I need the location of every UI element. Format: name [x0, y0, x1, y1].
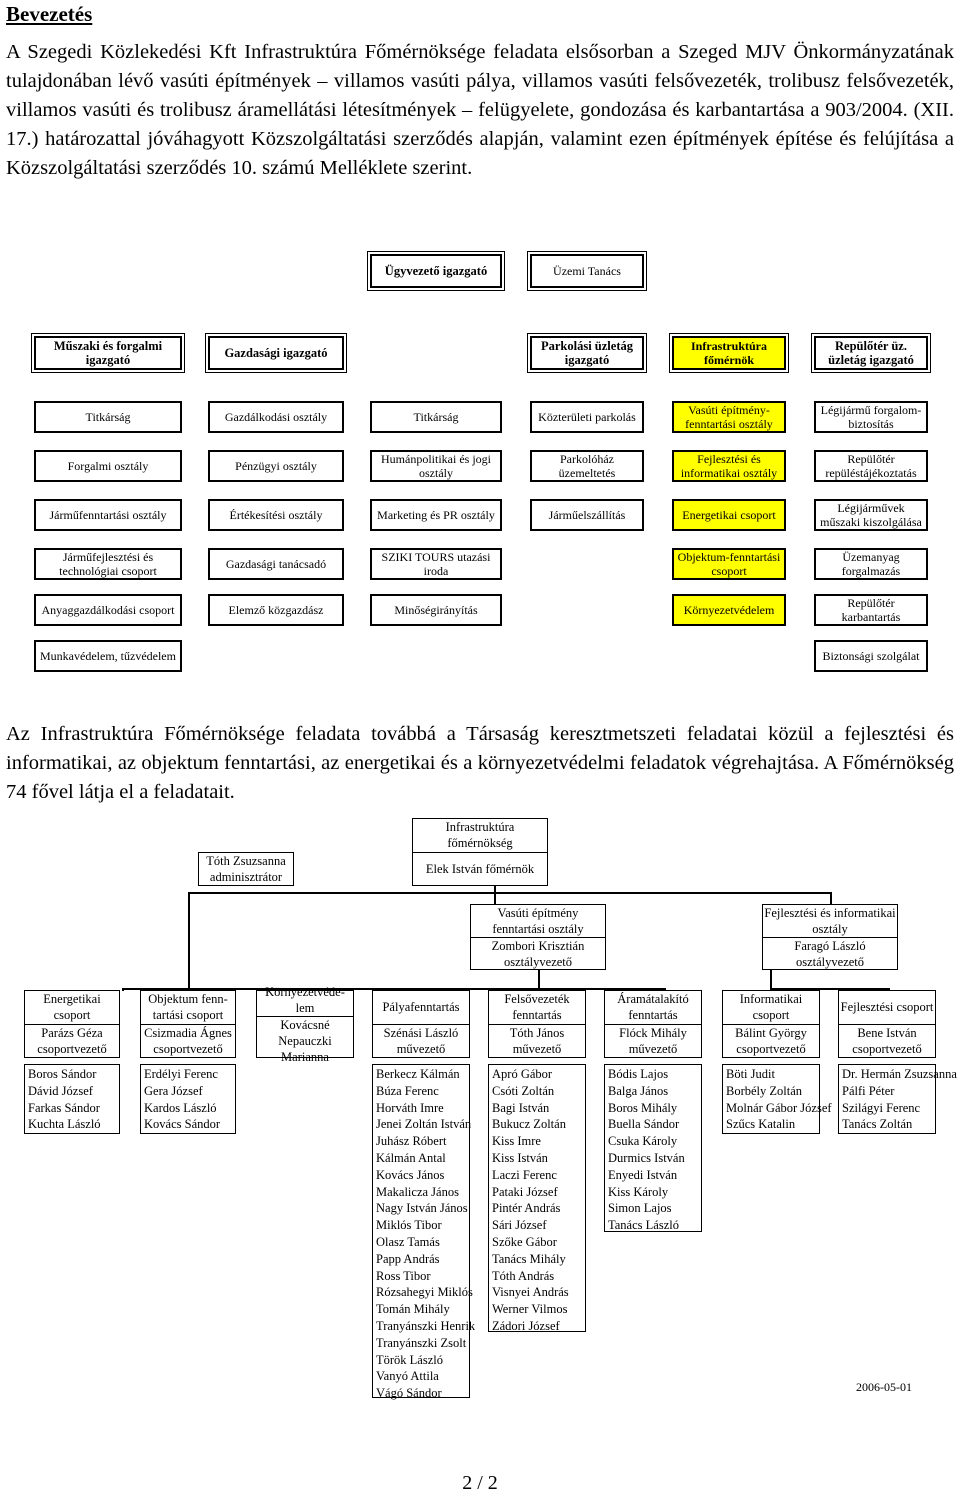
org1-unit: Titkárság	[370, 401, 502, 433]
member-name: Bagi István	[492, 1100, 550, 1115]
member-name: Bukucz Zoltán	[492, 1117, 566, 1132]
org1-director-finance: Gazdasági igazgató	[208, 336, 344, 370]
org2-member-list	[24, 1064, 120, 1134]
org1-unit-infra: Energetikai csoport	[672, 499, 786, 531]
org2-dept-railway	[470, 904, 606, 970]
org2-group-lead: Bene István csoportvezető	[839, 1024, 935, 1058]
member-name: Miklós Tibor	[376, 1218, 442, 1233]
org1-unit: Humánpolitikai és jogi osztály	[370, 450, 502, 482]
org1-director-infrastructure: Infrastruktúra főmérnök	[672, 336, 786, 370]
member-name: Vágó Sándor	[376, 1386, 442, 1401]
org2-dept-development	[762, 904, 898, 970]
org2-member-list	[372, 1064, 476, 1401]
member-name: Dr. Hermán Zsuzsanna	[842, 1067, 957, 1081]
member-name: Szilágyi Ferenc	[842, 1100, 921, 1115]
org1-managing-director: Ügyvezető igazgató	[370, 254, 502, 288]
org1-unit: Marketing és PR osztály	[370, 499, 502, 531]
member-name: Tranyánszki Zsolt	[376, 1335, 467, 1350]
member-name: Kovács János	[376, 1167, 445, 1182]
member-name: Visnyei András	[492, 1285, 569, 1300]
org2-group-unit: Áramátalakító fenntartás	[617, 992, 689, 1023]
org1-unit: Járműfejlesztési és technológiai csoport	[34, 548, 182, 580]
member-name: Gera József	[144, 1083, 203, 1098]
member-name: Boros Mihály	[608, 1100, 678, 1115]
org1-unit: Üzemanyag forgalmazás	[814, 548, 928, 580]
org1-unit: Pénzügyi osztály	[208, 450, 344, 482]
member-name: Sári József	[492, 1218, 547, 1233]
member-name: Kuchta László	[28, 1117, 101, 1132]
org2-group-lead: Csizmadia Ágnes csoportvezető	[141, 1024, 235, 1058]
org2-dept-unit: Vasúti építmény fenntartási osztály	[492, 905, 584, 936]
chart-date: 2006-05-01	[856, 1380, 912, 1394]
member-name: Tranyánszki Henrik	[376, 1318, 476, 1333]
member-name: Makalicza János	[376, 1184, 459, 1199]
org2-group-lead: Flóck Mihály művezető	[605, 1024, 701, 1058]
org1-unit-infra: Objektum-fenntartási csoport	[672, 548, 786, 580]
org2-group-it	[722, 990, 820, 1058]
infrastructure-paragraph: Az Infrastruktúra Főmérnöksége feladata továbbá a Társaság keresztmetszeti feladatai közül a fejlesztési és informatikai, az objektum fenntartási, az energetikai és a környezetvédelmi feladatok végrehajtása. A Főmérnökség 74 fővel látja el a feladatait.	[6, 723, 954, 803]
org1-unit: Gazdálkodási osztály	[208, 401, 344, 433]
org2-group-unit: Fejlesztési csoport	[840, 1000, 934, 1015]
member-name: Farkas Sándor	[28, 1100, 100, 1115]
org1-unit: Járműelszállítás	[530, 499, 644, 531]
org2-chief-unit: Infrastruktúra főmérnökség	[445, 820, 515, 851]
org2-group-unit: Felsővezeték fenntartás	[504, 992, 570, 1023]
org1-unit-infra: Vasúti építmény-fenntartási osztály	[672, 401, 786, 433]
member-name: Kovács Sándor	[144, 1117, 221, 1132]
org2-group-overhead	[488, 990, 586, 1058]
org2-group-unit: Energetikai csoport	[43, 992, 101, 1023]
org1-unit: Biztonsági szolgálat	[814, 640, 928, 672]
member-name: Jenei Zoltán István	[376, 1117, 472, 1132]
org2-group-unit: Környezetvéde-lem	[265, 984, 345, 1015]
member-name: Zádori József	[492, 1318, 560, 1333]
org1-unit: Elemző közgazdász	[208, 594, 344, 626]
page-number: 2 / 2	[462, 1472, 498, 1494]
org2-group-unit: Pályafenntartás	[382, 1000, 460, 1015]
member-name: Boros Sándor	[28, 1067, 97, 1081]
org2-group-unit: Objektum fenn-tartási csoport	[148, 992, 228, 1023]
member-name: Werner Vilmos	[492, 1302, 568, 1317]
org2-chief-name: Elek István főmérnök	[413, 852, 547, 886]
member-name: Csuka Károly	[608, 1134, 678, 1149]
member-name: Csóti Zoltán	[492, 1083, 555, 1098]
member-name: Simon Lajos	[608, 1201, 672, 1216]
member-name: Juhász Róbert	[376, 1134, 447, 1149]
member-name: Kiss István	[492, 1150, 548, 1165]
member-name: Laczi Ferenc	[492, 1167, 557, 1182]
org1-unit: Repülőtér repüléstájékoztatás	[814, 450, 928, 482]
org1-unit: Repülőtér karbantartás	[814, 594, 928, 626]
org1-unit: SZIKI TOURS utazási iroda	[370, 548, 502, 580]
member-name: Tanács László	[608, 1218, 679, 1233]
org1-works-council: Üzemi Tanács	[530, 254, 644, 288]
org1-unit: Forgalmi osztály	[34, 450, 182, 482]
org2-group-lead: Szénási László művezető	[373, 1024, 469, 1058]
member-name: Apró Gábor	[492, 1067, 553, 1081]
member-name: Durmics István	[608, 1150, 685, 1165]
org2-group-environment	[256, 984, 354, 1064]
org1-unit: Titkárság	[34, 401, 182, 433]
org1-unit: Értékesítési osztály	[208, 499, 344, 531]
member-name: Horváth Imre	[376, 1100, 444, 1115]
org1-unit: Anyaggazdálkodási csoport	[34, 594, 182, 626]
member-name: Balga János	[608, 1083, 669, 1098]
org2-group-lead: Parázs Géza csoportvezető	[25, 1024, 119, 1058]
member-name: Tanács Mihály	[492, 1251, 566, 1266]
org2-administrator: Tóth Zsuzsanna adminisztrátor	[198, 852, 294, 886]
org2-dept-unit: Fejlesztési és informatikai osztály	[764, 905, 896, 936]
org1-unit: Parkolóház üzemeltetés	[530, 450, 644, 482]
org2-group-track	[372, 990, 470, 1058]
intro-paragraph: A Szegedi Közlekedési Kft Infrastruktúra Főmérnöksége feladata elsősorban a Szeged MJV Önkormányzatának tulajdonában lévő vasúti építmények – villamos vasúti pálya, villamos vasúti felsővezeték, trolibusz felsővezeték, villamos vasúti és trolibusz áramellátási létesítmények – felügyelete, gondozása és karbantartása a 903/2004. (XII. 17.) határozattal jóváhagyott Közszolgáltatási szerződés alapján, valamint ezen építmények építése és felújítása a Közszolgáltatási szerződés 10. számú Melléklete szerint.	[6, 41, 954, 179]
member-name: Kiss Imre	[492, 1134, 541, 1149]
member-name: Rózsahegyi Miklós	[376, 1285, 473, 1300]
member-name: Enyedi István	[608, 1167, 678, 1182]
org2-group-facility	[140, 990, 236, 1058]
org2-member-list	[722, 1064, 832, 1134]
org2-member-list	[488, 1064, 586, 1332]
org1-unit: Járműfenntartási osztály	[34, 499, 182, 531]
member-name: Kálmán Antal	[376, 1150, 446, 1165]
org1-director-technical: Műszaki és forgalmi igazgató	[34, 336, 182, 370]
member-name: Borbély Zoltán	[726, 1083, 803, 1098]
member-name: Szűcs Katalin	[726, 1117, 796, 1132]
org1-director-parking: Parkolási üzletág igazgató	[530, 336, 644, 370]
member-name: Tanács Zoltán	[842, 1117, 913, 1132]
org2-member-list	[140, 1064, 236, 1134]
member-name: Pintér András	[492, 1201, 561, 1216]
org2-group-lead: Bálint György csoportvezető	[723, 1024, 819, 1058]
member-name: Búza Ferenc	[376, 1083, 439, 1098]
org1-unit: Munkavédelem, tűzvédelem	[34, 640, 182, 672]
member-name: Tóth András	[492, 1268, 555, 1283]
org2-dept-head: Faragó László osztályvezető	[763, 937, 897, 970]
member-name: Török László	[376, 1352, 443, 1367]
member-name: Kiss Károly	[608, 1184, 669, 1199]
org1-unit: Minőségirányítás	[370, 594, 502, 626]
org2-chief-engineer	[412, 818, 548, 886]
org2-member-list	[604, 1064, 702, 1232]
member-name: Tomán Mihály	[376, 1302, 450, 1317]
org1-unit-infra: Fejlesztési és informatikai osztály	[672, 450, 786, 482]
org1-unit: Légijárművek műszaki kiszolgálása	[814, 499, 928, 531]
org1-unit-infra: Környezetvédelem	[672, 594, 786, 626]
member-name: Berkecz Kálmán	[376, 1067, 460, 1081]
org2-member-list	[838, 1064, 957, 1134]
member-name: Kardos László	[144, 1100, 217, 1115]
member-name: Pataki József	[492, 1184, 558, 1199]
member-name: Dávid József	[28, 1083, 93, 1098]
member-name: Olasz Tamás	[376, 1234, 440, 1249]
org2-group-substation	[604, 990, 702, 1058]
org1-unit: Légijármű forgalom-biztosítás	[814, 401, 928, 433]
member-name: Pálfi Péter	[842, 1083, 895, 1098]
org2-group-unit: Informatikai csoport	[739, 992, 803, 1023]
member-name: Ross Tibor	[376, 1268, 431, 1283]
member-name: Buella Sándor	[608, 1117, 680, 1132]
org1-director-airport: Repülőtér üz. üzletág igazgató	[814, 336, 928, 370]
member-name: Nagy István János	[376, 1201, 468, 1216]
org1-unit: Gazdasági tanácsadó	[208, 548, 344, 580]
member-name: Szőke Gábor	[492, 1234, 557, 1249]
org2-group-lead: Kovácsné Nepauczki Marianna	[257, 1016, 353, 1065]
org2-group-energy	[24, 990, 120, 1058]
section-heading: Bevezetés	[6, 2, 93, 26]
member-name: Molnár Gábor József	[726, 1100, 832, 1115]
member-name: Vanyó Attila	[376, 1369, 439, 1384]
member-name: Erdélyi Ferenc	[144, 1067, 218, 1081]
org2-dept-head: Zombori Krisztián osztályvezető	[471, 937, 605, 970]
org2-group-lead: Tóth János művezető	[489, 1024, 585, 1058]
member-name: Bódis Lajos	[608, 1067, 669, 1081]
org1-unit: Közterületi parkolás	[530, 401, 644, 433]
member-name: Papp András	[376, 1251, 440, 1266]
org2-group-devel	[838, 990, 936, 1058]
member-name: Böti Judit	[726, 1067, 775, 1081]
